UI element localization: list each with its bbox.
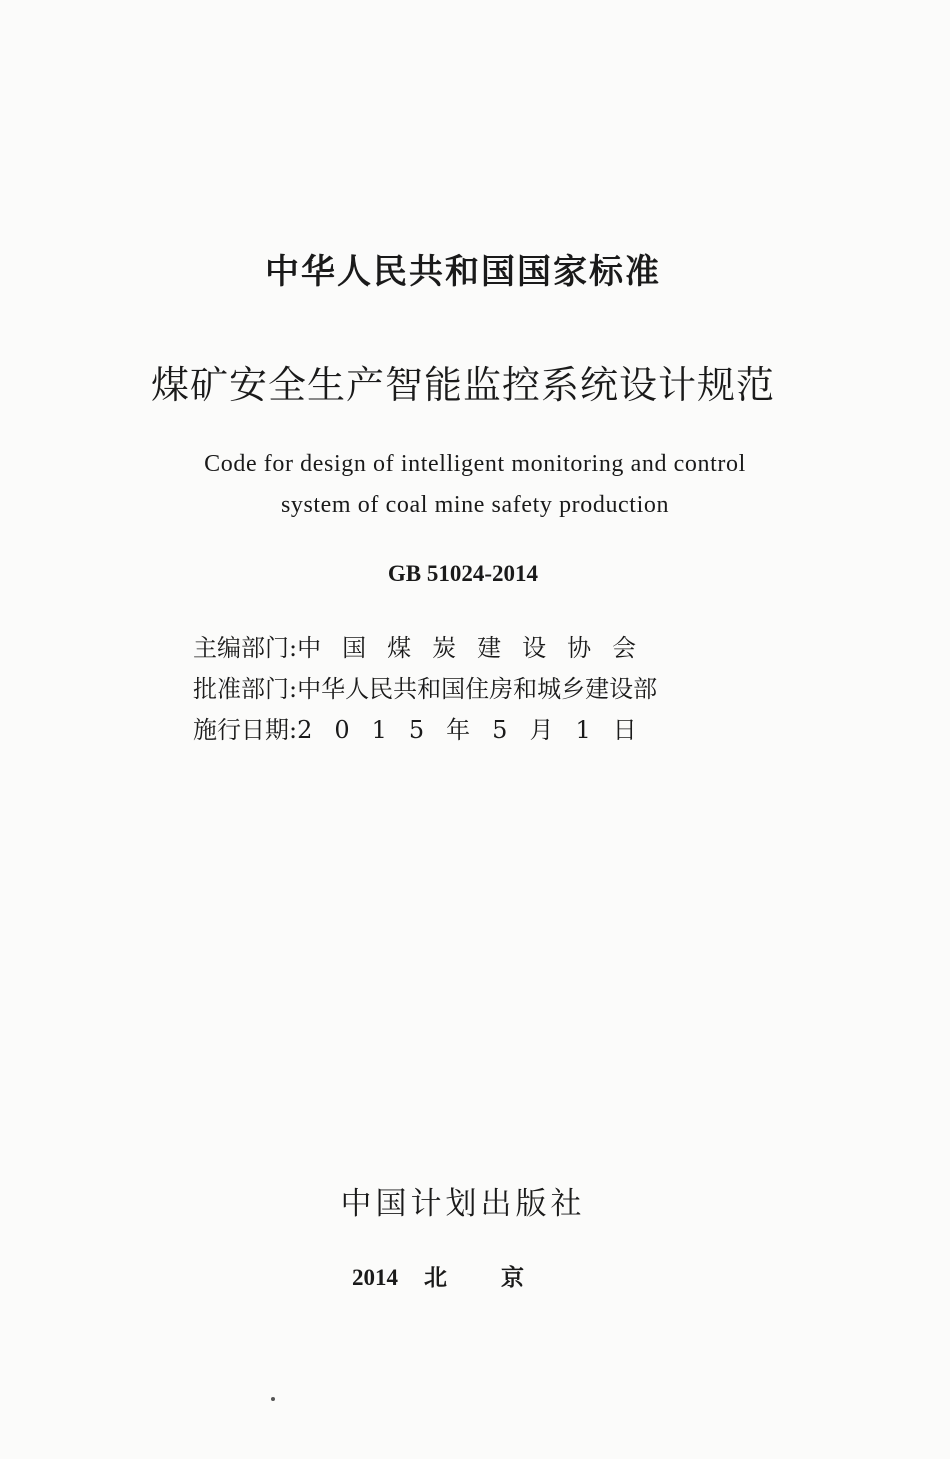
colon: : [289, 675, 298, 703]
english-title-line-2: system of coal mine safety production [280, 492, 670, 518]
editor-row [193, 628, 753, 669]
metadata-block [193, 628, 753, 751]
publication-city: 北京 [424, 1265, 578, 1290]
effective-date-label: 施行日期 [193, 716, 289, 744]
colon: : [289, 634, 298, 662]
editor-value: 中国煤炭建设协会 [297, 634, 658, 662]
chinese-title: 煤矿安全生产智能监控系统设计规范 [150, 363, 775, 407]
scan-speck [271, 1397, 275, 1401]
standard-code: GB 51024-2014 [387, 561, 539, 586]
approver-value: 中华人民共和国住房和城乡建设部 [297, 675, 658, 703]
colon: : [289, 716, 298, 744]
national-standard-heading: 中华人民共和国国家标准 [265, 252, 661, 292]
publication-place [0, 1259, 940, 1292]
publisher-name: 中国计划出版社 [340, 1186, 586, 1222]
approver-row [193, 669, 753, 710]
editor-label: 主编部门 [193, 634, 289, 662]
effective-date-value: 2015年5月1日 [297, 716, 659, 744]
english-title [0, 444, 950, 526]
effective-date-row [193, 710, 753, 751]
english-title-line-1: Code for design of intelligent monitoring and control [204, 451, 746, 477]
publication-year: 2014 [352, 1265, 398, 1290]
approver-label: 批准部门 [193, 675, 289, 703]
